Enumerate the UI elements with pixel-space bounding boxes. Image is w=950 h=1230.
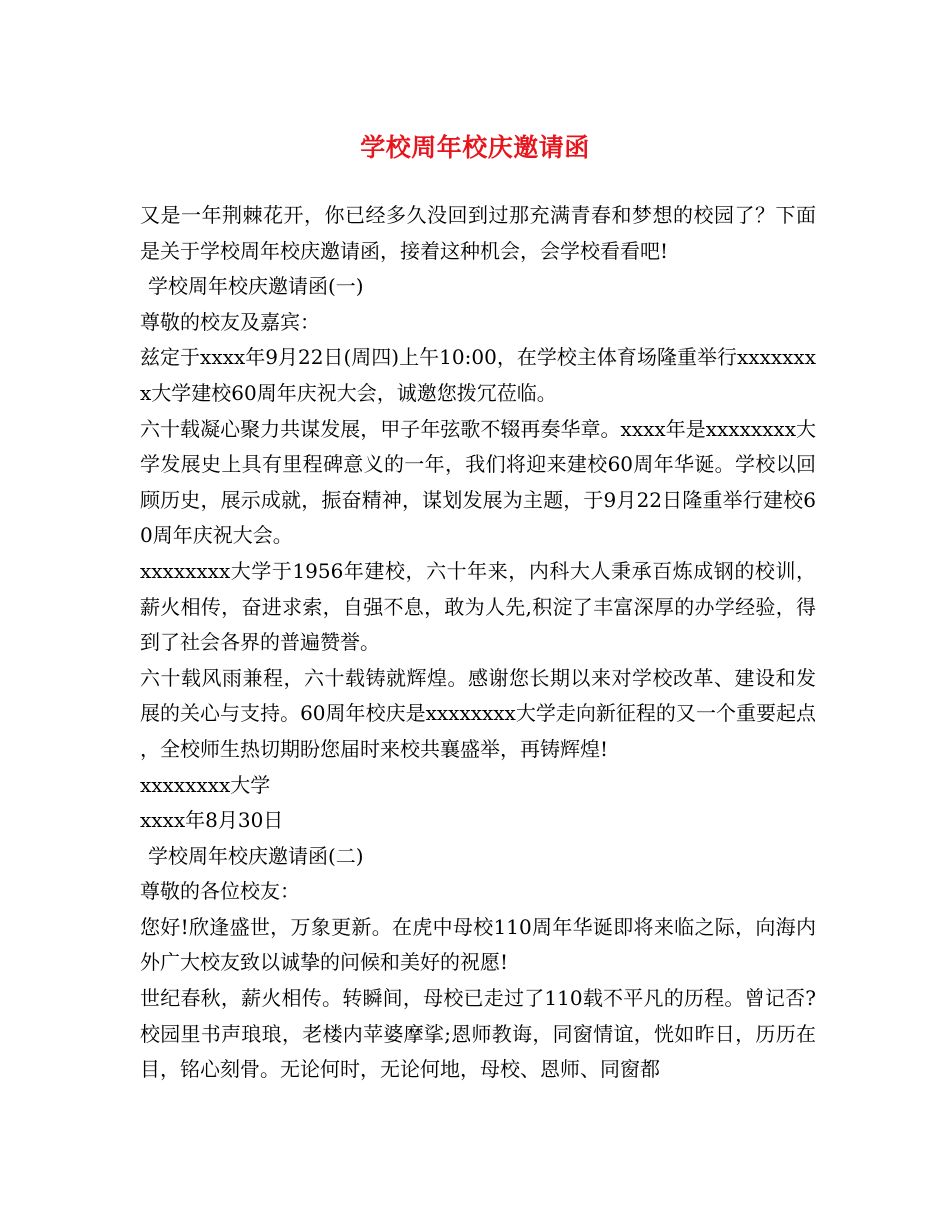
section-heading-one: 学校周年校庆邀请函(一) [148,274,364,299]
paragraph: 兹定于xxxx年9月22日(周四)上午10:00，在学校主体育场隆重举行xxxxxxxx大学建校60周年庆祝大会，诚邀您拨冗莅临。 [140,345,816,405]
salutation-one: 尊敬的校友及嘉宾： [140,309,320,334]
salutation-two: 尊敬的各位校友： [140,879,300,904]
intro-paragraph: 又是一年荆棘花开，你已经多久没回到过那充满青春和梦想的校园了？下面是关于学校周年校庆邀请函，接着这种机会，会学校看看吧! [140,203,816,263]
paragraph: xxxxxxxx大学于1956年建校，六十年来，内科大人秉承百炼成钢的校训，薪火相传，奋进求索，自强不息，敢为人先,积淀了丰富深厚的办学经验，得到了社会各界的普遍赞誉。 [140,558,816,655]
signature-date: xxxx年8月30日 [140,808,284,833]
paragraph: 六十载风雨兼程，六十载铸就辉煌。感谢您长期以来对学校改革、建设和发展的关心与支持。60周年校庆是xxxxxxxx大学走向新征程的又一个重要起点，全校师生热切期盼您届时来校共襄盛举，再铸辉煌! [140,665,816,761]
section-heading-two: 学校周年校庆邀请函(二) [148,843,364,868]
paragraph: 您好!欣逢盛世，万象更新。在虎中母校110周年华诞即将来临之际，向海内外广大校友致以诚挚的问候和美好的祝愿! [140,914,816,975]
document-body [140,198,816,1088]
paragraph: 六十载凝心聚力共谋发展，甲子年弦歌不辍再奏华章。xxxx年是xxxxxxxx大学发展史上具有里程碑意义的一年，我们将迎来建校60周年华诞。学校以回顾历史，展示成就，振奋精神，谋划发展为主题，于9月22日隆重举行建校60周年庆祝大会。 [140,416,816,548]
paragraph: 世纪春秋，薪火相传。转瞬间，母校已走过了110载不平凡的历程。曾记否?校园里书声琅琅，老楼内苹婆摩挲;恩师教诲，同窗情谊，恍如昨日，历历在目，铭心刻骨。无论何时，无论何地，母校、恩师、同窗都 [140,986,816,1082]
document-title: 学校周年校庆邀请函 [360,133,590,162]
signature-organization: xxxxxxxx大学 [140,772,271,797]
